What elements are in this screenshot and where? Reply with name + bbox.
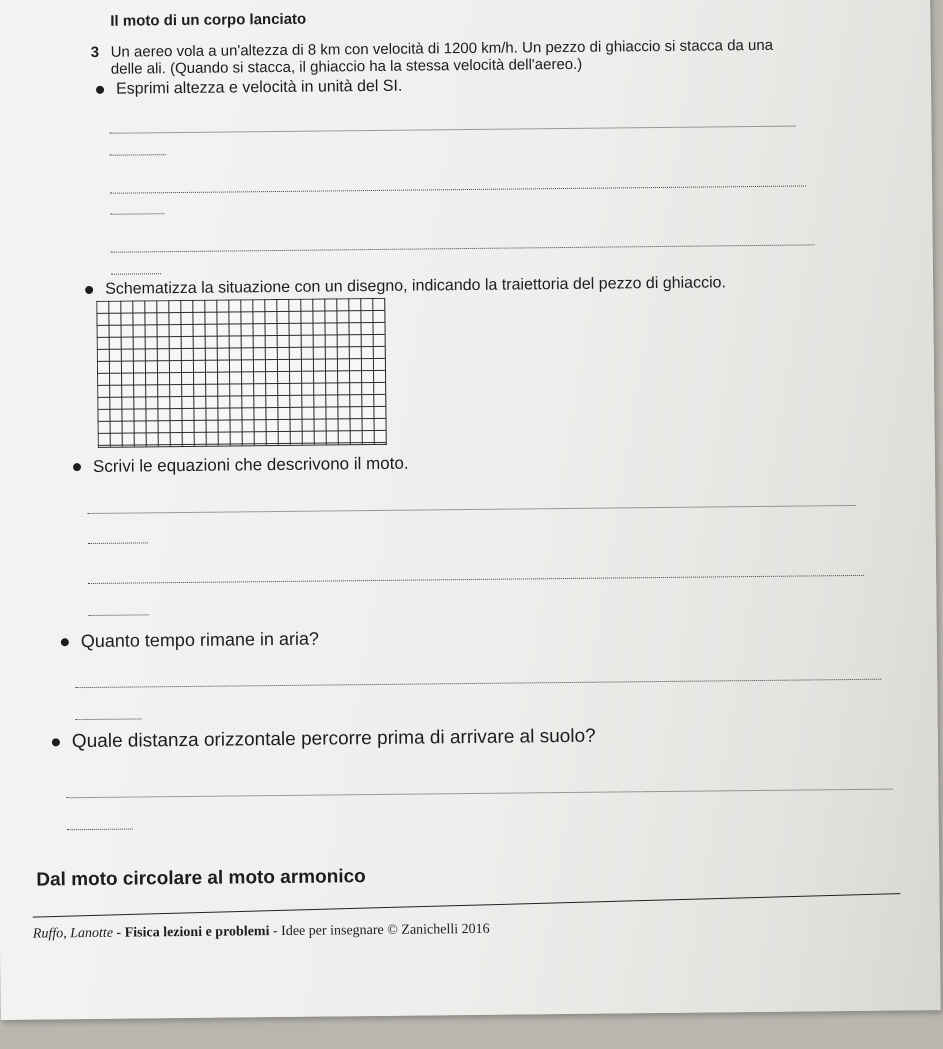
answer-line-short (67, 829, 133, 831)
bullet-icon (73, 463, 81, 471)
answer-line-short (76, 718, 142, 720)
section-divider (33, 893, 901, 917)
answer-line (110, 126, 796, 134)
task-si-units (96, 78, 403, 99)
task-time-in-air (61, 629, 319, 653)
footer-authors: Ruffo, Lanotte (32, 925, 114, 942)
answer-line (87, 505, 855, 514)
bullet-icon (96, 86, 104, 94)
problem-text: Un aereo vola a un'altezza di 8 km con velocità di 1200 km/h. Un pezzo di ghiaccio si stacca da una delle ali. (Quando si stacca, il ghiaccio ha la stessa velocità dell'aereo.) (110, 36, 774, 78)
answer-line (88, 575, 864, 584)
answer-line (110, 185, 806, 193)
footer-book: Fisica lezioni e problemi (124, 924, 270, 941)
problem-number: 3 (90, 43, 100, 61)
answer-line (75, 679, 881, 688)
task-sketch (85, 274, 726, 299)
task-text: Quanto tempo rimane in aria? (80, 628, 320, 652)
drawing-grid (96, 298, 387, 448)
answer-line-short (88, 542, 148, 544)
task-equations (73, 454, 409, 478)
task-text: Quale distanza orizzontale percorre prima di arrivare al suolo? (71, 725, 596, 753)
answer-line-short (89, 614, 149, 616)
page-footer: Ruffo, Lanotte - Fisica lezioni e problemi - Idee per insegnare © Zanichelli 2016 (32, 921, 490, 942)
task-text: Scrivi le equazioni che descrivono il moto. (92, 453, 409, 476)
footer-publisher: Idee per insegnare © Zanichelli 2016 (281, 921, 490, 940)
task-text: Esprimi altezza e velocità in unità del SI. (115, 77, 403, 98)
next-section-title: Dal moto circolare al moto armonico (36, 866, 366, 891)
answer-line (66, 789, 892, 799)
task-horizontal-distance (52, 726, 596, 754)
bullet-icon (85, 286, 93, 294)
answer-line-short (110, 154, 166, 156)
answer-line-short (110, 213, 164, 215)
bullet-icon (61, 638, 69, 646)
bullet-icon (52, 738, 60, 746)
answer-line-short (111, 273, 161, 275)
page-heading: Il moto di un corpo lanciato (110, 10, 307, 30)
task-text: Schematizza la situazione con un disegno, indicando la traiettoria del pezzo di ghiaccio. (105, 274, 727, 298)
answer-line (111, 244, 815, 252)
